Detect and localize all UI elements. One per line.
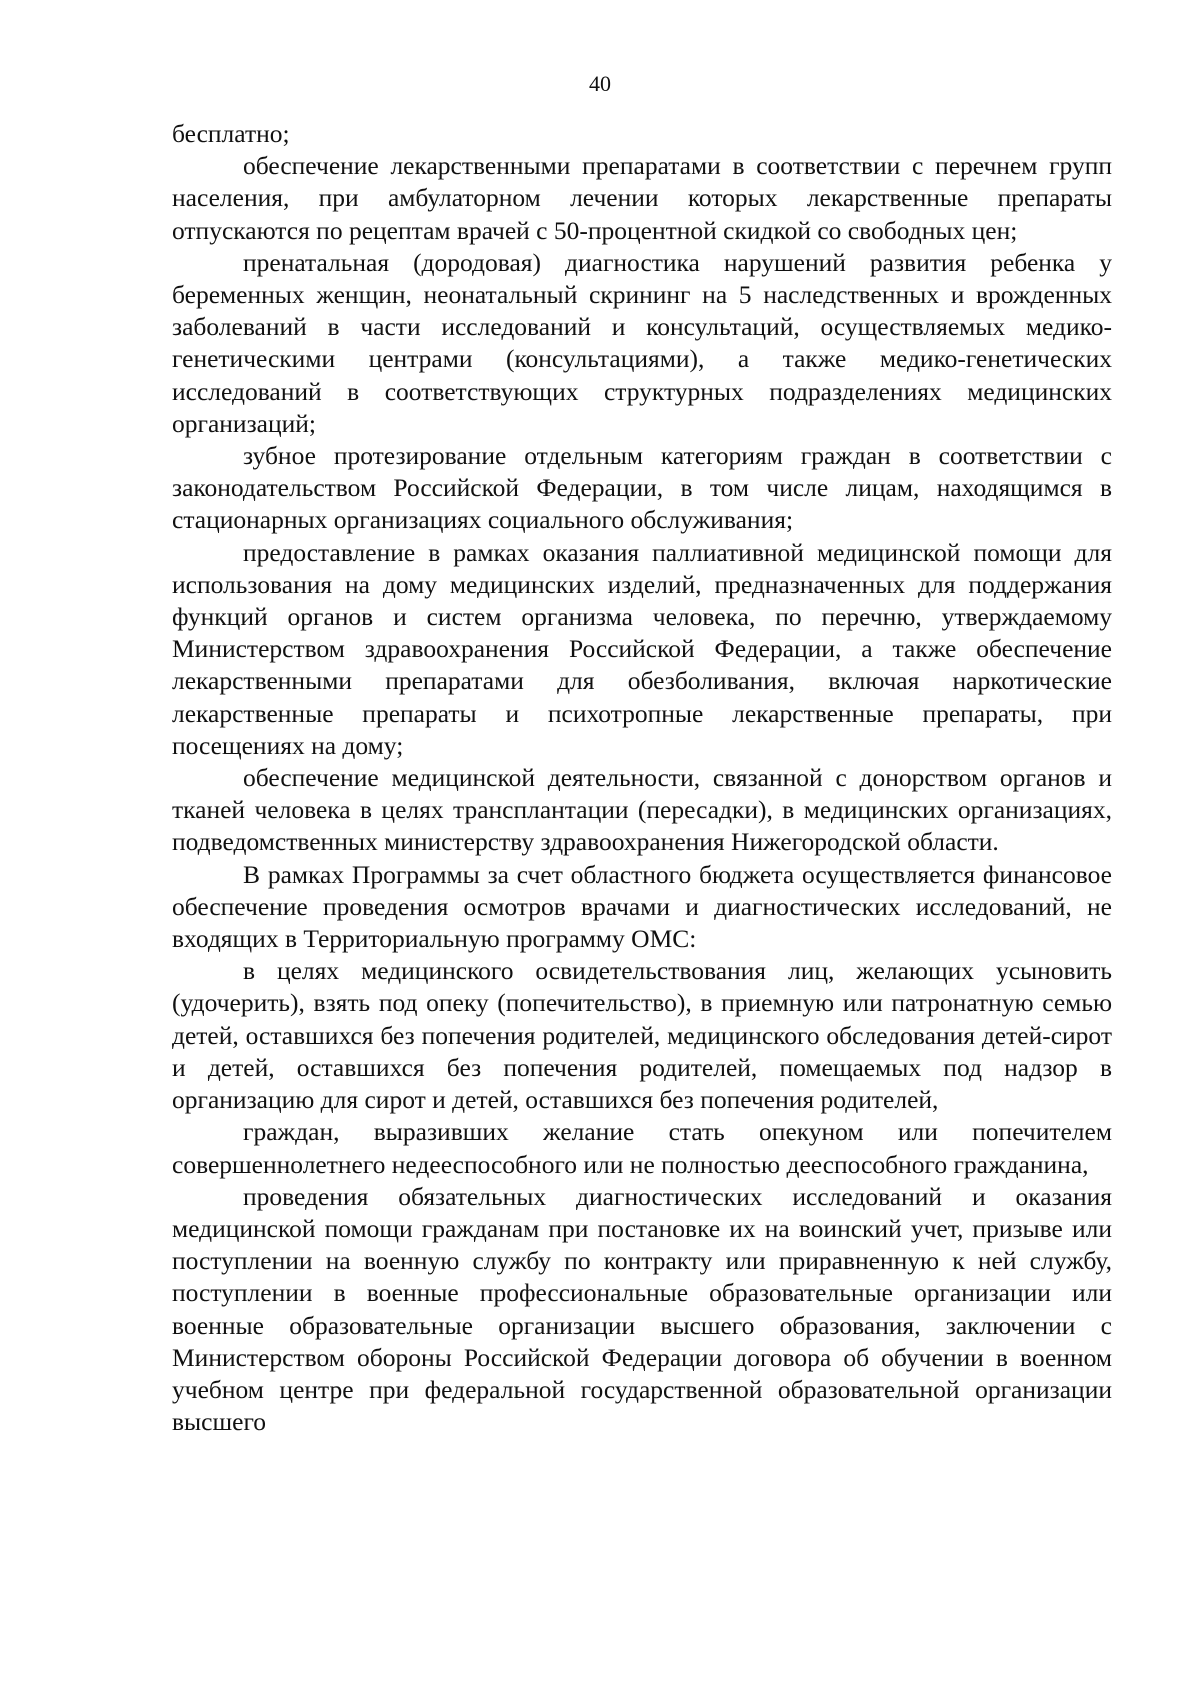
paragraph-2: обеспечение лекарственными препаратами в соответствии с перечнем групп населения, при амбулаторном лечении которых лекарственные препараты отпускаются по рецептам врачей с 50-процентной скидкой со свободных цен; [172,151,1112,245]
document-body [172,118,1112,1438]
paragraph-1: бесплатно; [172,119,290,148]
paragraph-4: зубное протезирование отдельным категориям граждан в соответствии с законодательством Российской Федерации, в том числе лицам, находящимся в стационарных организациях социального обслуживания; [172,441,1112,535]
paragraph-6: обеспечение медицинской деятельности, связанной с донорством органов и тканей человека в целях трансплантации (пересадки), в медицинских организациях, подведомственных министерству здравоохранения Нижегородской области. [172,763,1112,857]
page-number: 40 [589,71,611,96]
paragraph-10: проведения обязательных диагностических исследований и оказания медицинской помощи гражданам при постановке их на воинский учет, призыве или поступлении на военную службу по контракту или приравненную к ней службу, поступлении в военные профессиональные образовательные организации или военные образовательные организации высшего образования, заключении с Министерством обороны Российской Федерации договора об обучении в военном учебном центре при федеральной государственной образовательной организации высшего [172,1181,1112,1437]
paragraph-9: граждан, выразивших желание стать опекуном или попечителем совершеннолетнего недееспособного или не полностью дееспособного гражданина, [172,1117,1112,1179]
paragraph-7: В рамках Программы за счет областного бюджета осуществляется финансовое обеспечение проведения осмотров врачами и диагностических исследований, не входящих в Территориальную программу ОМС: [172,859,1112,954]
paragraph-5: предоставление в рамках оказания паллиативной медицинской помощи для использования на дому медицинских изделий, предназначенных для поддержания функций органов и систем организма человека, по перечню, утверждаемому Министерством здравоохранения Российской Федерации, а также обеспечение лекарственными препаратами для обезболивания, включая наркотические лекарственные препараты и психотропные лекарственные препараты, при посещениях на дому; [172,537,1112,760]
paragraph-8: в целях медицинского освидетельствования лиц, желающих усыновить (удочерить), взять под опеку (попечительство), в приемную или патронатную семью детей, оставшихся без попечения родителей, медицинского обследования детей-сирот и детей, оставшихся без попечения родителей, помещаемых под надзор в организацию для сирот и детей, оставшихся без попечения родителей, [172,956,1112,1115]
paragraph-3: пренатальная (дородовая) диагностика нарушений развития ребенка у беременных женщин, неонатальный скрининг на 5 наследственных и врожденных заболеваний в части исследований и консультаций, осуществляемых медико-генетическими центрами (консультациями), а также медико-генетических исследований в соответствующих структурных подразделениях медицинских организаций; [172,247,1112,438]
